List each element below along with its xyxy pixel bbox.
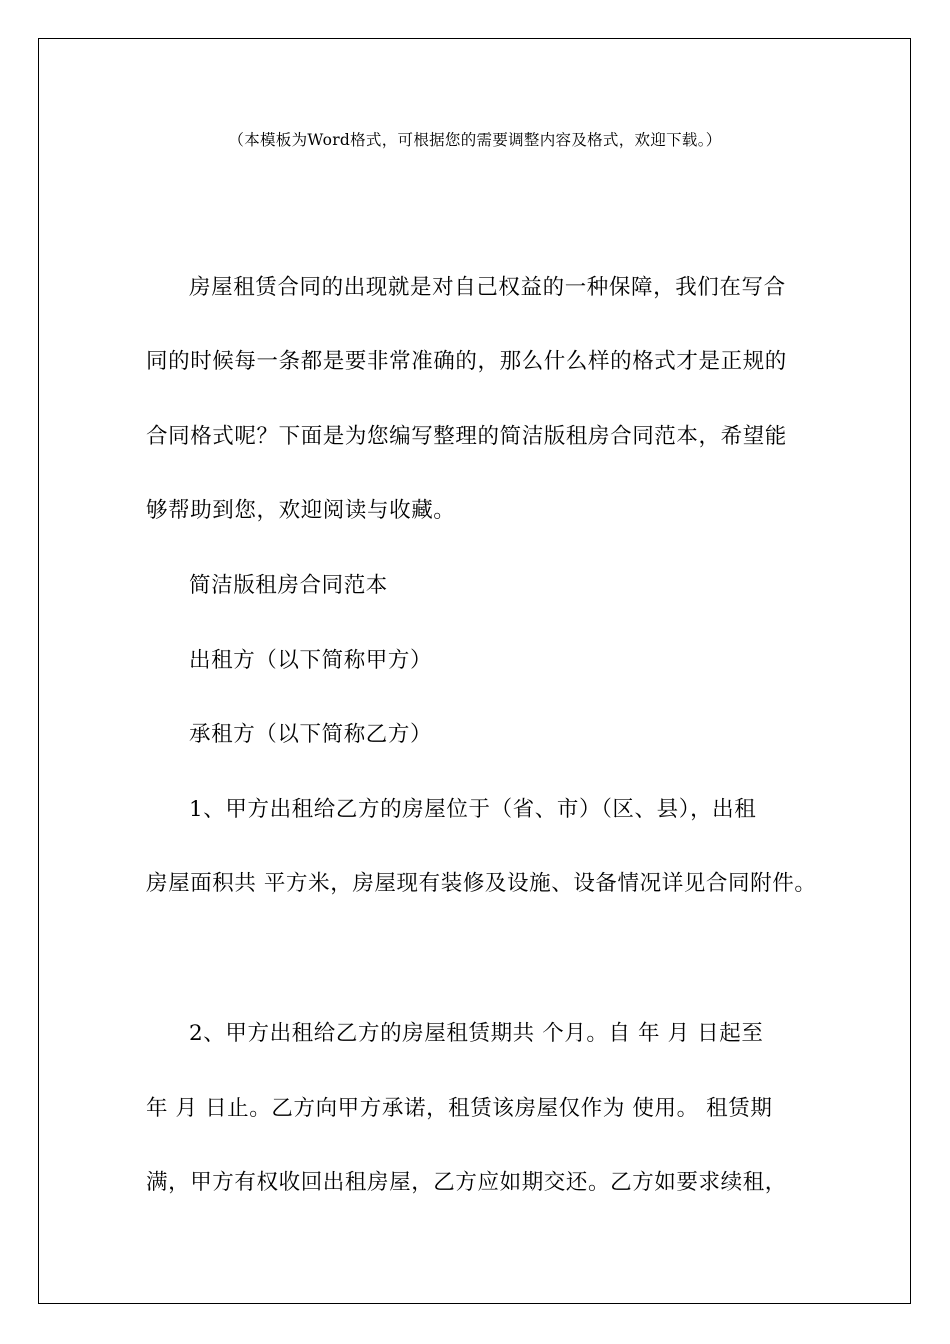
- paragraph-intro-line-3: 合同格式呢？下面是为您编写整理的简洁版租房合同范本，希望能: [146, 424, 787, 449]
- template-note: （本模板为Word格式，可根据您的需要调整内容及格式，欢迎下载。）: [228, 131, 722, 149]
- paragraph-intro-line-4: 够帮助到您，欢迎阅读与收藏。: [146, 498, 456, 523]
- lessee-line: 承租方（以下简称乙方）: [189, 722, 433, 747]
- clause-1-line-2: 房屋面积共 平方米，房屋现有装修及设施、设备情况详见合同附件。: [146, 871, 817, 896]
- clause-2-line-3: 满，甲方有权收回出租房屋，乙方应如期交还。乙方如要求续租，: [146, 1170, 787, 1195]
- paragraph-intro-line-2: 同的时候每一条都是要非常准确的，那么什么样的格式才是正规的: [146, 349, 787, 374]
- contract-title: 简洁版租房合同范本: [189, 573, 388, 598]
- paragraph-intro-line-1: 房屋租赁合同的出现就是对自己权益的一种保障，我们在写合: [189, 275, 786, 300]
- lessor-line: 出租方（以下简称甲方）: [189, 648, 433, 673]
- clause-2-line-1: 2、甲方出租给乙方的房屋租赁期共 个月。自 年 月 日起至: [189, 1021, 764, 1046]
- clause-2-line-2: 年 月 日止。乙方向甲方承诺，租赁该房屋仅作为 使用。 租赁期: [146, 1096, 773, 1121]
- clause-1-line-1: 1、甲方出租给乙方的房屋位于（省、市）（区、县），出租: [189, 797, 757, 822]
